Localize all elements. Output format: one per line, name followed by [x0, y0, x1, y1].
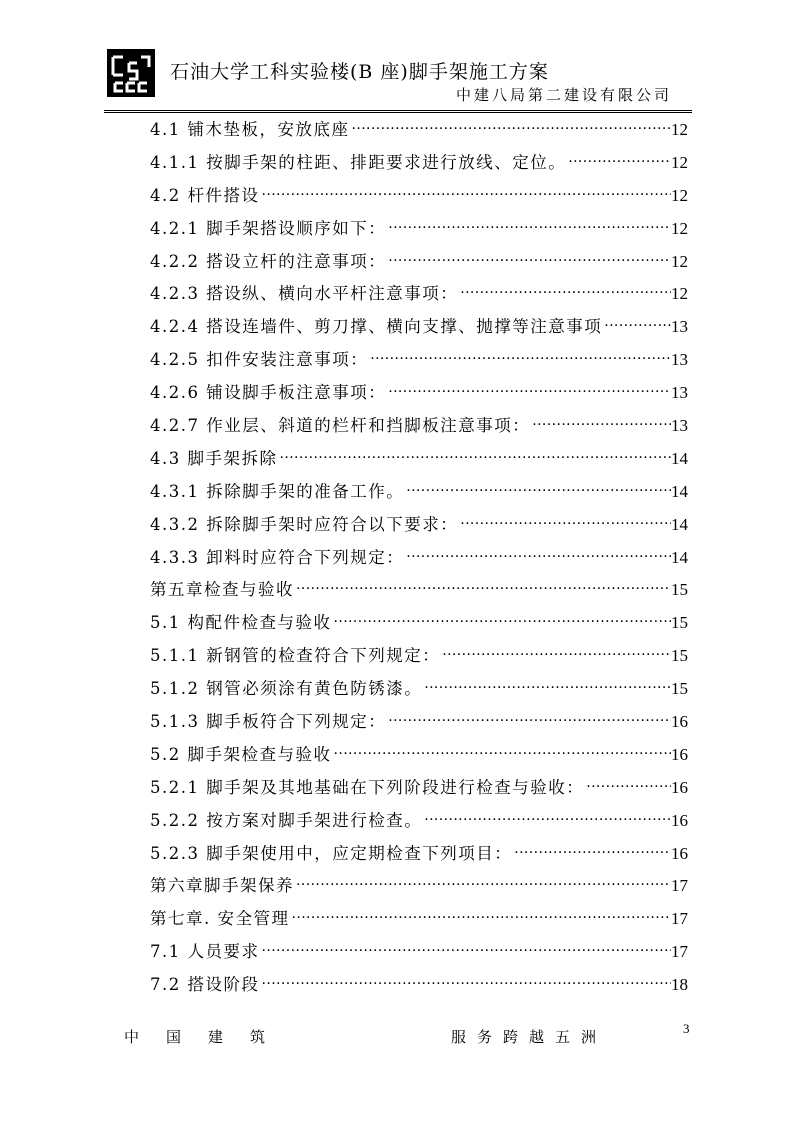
- toc-entry-title: 4.2.5 扣件安装注意事项：: [150, 350, 369, 370]
- toc-entry-page: 14: [671, 448, 688, 468]
- toc-entry-title: 7.1 人员要求: [150, 942, 260, 962]
- toc-entry[interactable]: [150, 443, 688, 476]
- toc-entry[interactable]: [150, 311, 688, 344]
- toc-entry-title: 4.1.1 按脚手架的柱距、排距要求进行放线、定位。: [150, 152, 567, 172]
- toc-entry[interactable]: [150, 969, 688, 1002]
- toc-entry-page: 12: [671, 152, 688, 172]
- toc-entry[interactable]: [150, 542, 688, 575]
- footer-slogan-left: 中国建筑: [124, 1028, 293, 1046]
- toc-entry-title: 4.3 脚手架拆除: [150, 448, 278, 468]
- toc-entry[interactable]: [150, 246, 688, 279]
- toc-entry-page: 12: [671, 185, 688, 205]
- toc-entry[interactable]: [150, 640, 688, 673]
- toc-entry-page: 16: [671, 712, 688, 732]
- toc-dot-leader: [386, 218, 671, 234]
- toc-dot-leader: [260, 185, 672, 201]
- toc-entry[interactable]: [150, 607, 688, 640]
- toc-entry-title: 5.2.3 脚手架使用中，应定期检查下列项目：: [150, 843, 513, 863]
- toc-entry[interactable]: [150, 114, 688, 147]
- toc-entry[interactable]: [150, 476, 688, 509]
- toc-entry[interactable]: [150, 574, 688, 607]
- toc-entry[interactable]: [150, 706, 688, 739]
- toc-entry-page: 16: [671, 843, 688, 863]
- header-divider: [104, 110, 692, 113]
- toc-dot-leader: [386, 251, 671, 267]
- toc-entry-page: 15: [671, 613, 688, 633]
- toc-entry-page: 12: [671, 120, 688, 139]
- toc-dot-leader: [458, 514, 671, 530]
- toc-entry[interactable]: [150, 377, 688, 410]
- toc-dot-leader: [386, 711, 671, 727]
- toc-dot-leader: [260, 974, 672, 990]
- toc-entry-page: 12: [671, 218, 688, 238]
- toc-dot-leader: [404, 547, 671, 563]
- toc-entry[interactable]: [150, 509, 688, 542]
- toc-entry-page: 13: [671, 416, 688, 436]
- toc-entry[interactable]: [150, 903, 688, 936]
- toc-entry-page: 13: [671, 350, 688, 370]
- toc-entry-title: 第五章检查与验收: [150, 580, 294, 600]
- toc-entry-page: 14: [671, 514, 688, 534]
- toc-entry-title: 5.1 构配件检查与验收: [150, 613, 332, 633]
- toc-entry-page: 14: [671, 547, 688, 567]
- toc-entry-page: 15: [671, 679, 688, 699]
- toc-entry-page: 12: [671, 284, 688, 304]
- toc-dot-leader: [530, 415, 671, 431]
- toc-entry-title: 4.2.6 铺设脚手板注意事项：: [150, 383, 387, 403]
- toc-dot-leader: [294, 579, 671, 595]
- toc-entry[interactable]: [150, 936, 688, 969]
- toc-entry-title: 4.2.4 搭设连墙件、剪刀撑、横向支撑、抛撑等注意事项: [150, 317, 603, 337]
- toc-dot-leader: [602, 316, 671, 332]
- document-title: 石油大学工科实验楼(B 座)脚手架施工方案: [170, 61, 549, 83]
- toc-entry[interactable]: [150, 673, 688, 706]
- company-name: 中建八局第二建设有限公司: [455, 86, 672, 104]
- toc-entry[interactable]: [150, 838, 688, 871]
- toc-entry[interactable]: [150, 344, 688, 377]
- toc-entry-page: 12: [671, 251, 688, 271]
- table-of-contents: [150, 114, 688, 1002]
- toc-entry-page: 14: [671, 481, 688, 501]
- toc-entry-page: 17: [671, 876, 688, 896]
- toc-entry-title: 第七章. 安全管理: [150, 909, 290, 929]
- toc-dot-leader: [440, 645, 671, 661]
- footer-slogan-right: 服务跨越五洲: [451, 1028, 608, 1046]
- toc-entry[interactable]: [150, 739, 688, 772]
- toc-entry-title: 5.1.1 新钢管的检查符合下列规定：: [150, 646, 441, 666]
- toc-entry-title: 5.1.2 钢管必须涂有黄色防锈漆。: [150, 679, 423, 699]
- toc-entry-title: 4.2.3 搭设纵、横向水平杆注意事项：: [150, 284, 459, 304]
- toc-entry[interactable]: [150, 870, 688, 903]
- toc-entry-page: 17: [671, 909, 688, 929]
- toc-entry-title: 第六章脚手架保养: [150, 876, 294, 896]
- toc-dot-leader: [512, 843, 671, 859]
- toc-entry[interactable]: [150, 147, 688, 180]
- toc-dot-leader: [422, 678, 671, 694]
- toc-entry-page: 16: [671, 810, 688, 830]
- toc-dot-leader: [332, 744, 672, 760]
- toc-entry-title: 5.2 脚手架检查与验收: [150, 744, 332, 764]
- toc-entry-title: 4.1 铺木垫板，安放底座: [150, 120, 350, 139]
- toc-entry[interactable]: [150, 180, 688, 213]
- toc-entry-page: 16: [671, 777, 688, 797]
- toc-dot-leader: [368, 349, 671, 365]
- toc-dot-leader: [566, 152, 671, 168]
- toc-entry-page: 13: [671, 317, 688, 337]
- toc-entry-page: 16: [671, 744, 688, 764]
- toc-dot-leader: [584, 777, 671, 793]
- toc-entry-page: 15: [671, 646, 688, 666]
- toc-entry-title: 4.2.1 脚手架搭设顺序如下：: [150, 218, 387, 238]
- toc-entry-title: 5.1.3 脚手板符合下列规定：: [150, 712, 387, 732]
- toc-entry-title: 4.2.2 搭设立杆的注意事项：: [150, 251, 387, 271]
- toc-dot-leader: [458, 283, 671, 299]
- toc-entry-title: 4.3.2 拆除脚手架时应符合以下要求：: [150, 514, 459, 534]
- toc-entry[interactable]: [150, 278, 688, 311]
- toc-entry[interactable]: [150, 213, 688, 246]
- toc-entry[interactable]: [150, 410, 688, 443]
- toc-dot-leader: [294, 875, 671, 891]
- toc-entry[interactable]: [150, 805, 688, 838]
- toc-dot-leader: [386, 382, 671, 398]
- toc-entry-title: 4.2.7 作业层、斜道的栏杆和挡脚板注意事项：: [150, 416, 531, 436]
- toc-dot-leader: [260, 941, 672, 957]
- toc-entry-title: 4.3.1 拆除脚手架的准备工作。: [150, 481, 405, 501]
- toc-entry-page: 13: [671, 383, 688, 403]
- toc-dot-leader: [290, 908, 672, 924]
- toc-entry-title: 4.2 杆件搭设: [150, 185, 260, 205]
- toc-dot-leader: [278, 448, 672, 464]
- toc-entry-title: 5.2.1 脚手架及其地基础在下列阶段进行检查与验收：: [150, 777, 585, 797]
- toc-dot-leader: [332, 612, 672, 628]
- toc-entry[interactable]: [150, 772, 688, 805]
- toc-entry-title: 5.2.2 按方案对脚手架进行检查。: [150, 810, 423, 830]
- toc-dot-leader: [404, 481, 671, 497]
- toc-dot-leader: [422, 810, 671, 826]
- cscec-logo-icon: [107, 49, 155, 97]
- toc-entry-page: 15: [671, 580, 688, 600]
- toc-entry-title: 4.3.3 卸料时应符合下列规定：: [150, 547, 405, 567]
- toc-entry-title: 7.2 搭设阶段: [150, 975, 260, 995]
- toc-entry-page: 17: [671, 942, 688, 962]
- toc-entry-page: 18: [671, 975, 688, 995]
- page-number: 3: [683, 1021, 690, 1036]
- toc-dot-leader: [350, 119, 672, 135]
